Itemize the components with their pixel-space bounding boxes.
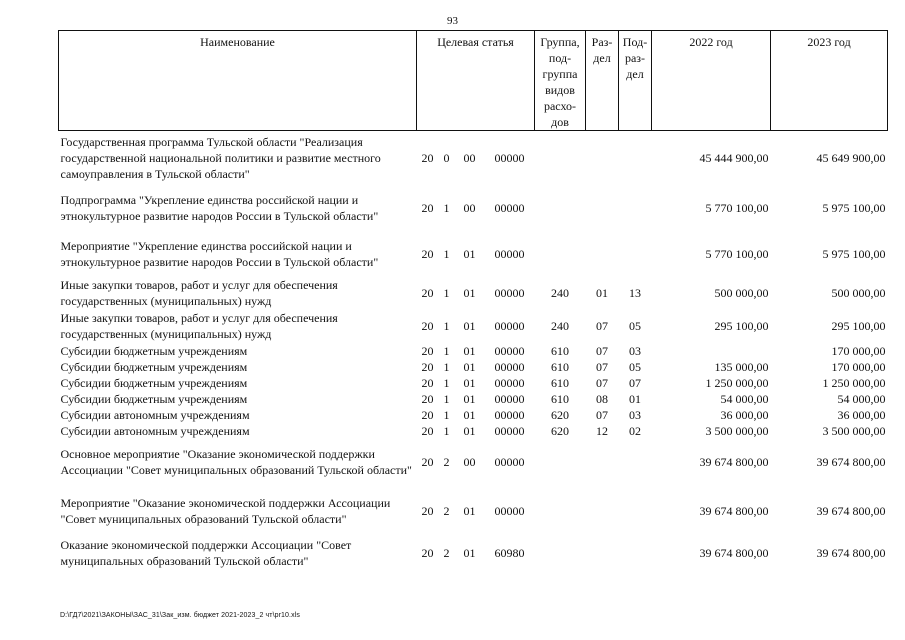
amount-2023: 500 000,00 — [831, 285, 886, 300]
amount-2022: 45 444 900,00 — [699, 150, 769, 165]
target-subprogram: 2 — [443, 546, 450, 560]
amount-2022: 54 000,00 — [720, 391, 769, 406]
row-name: Субсидии автономным учреждениям — [60, 407, 250, 422]
target-event: 00 — [463, 200, 476, 215]
amount-2022: 135 000,00 — [714, 359, 769, 374]
subsection-code: 05 — [629, 359, 642, 374]
target-subprogram: 0 — [443, 150, 450, 165]
subsection-code: 07 — [629, 375, 642, 390]
amount-2022: 39 674 800,00 — [699, 455, 769, 469]
target-program: 20 — [421, 546, 434, 560]
row-name: Мероприятие "Укрепление единства российской нации и этнокультурное развитие народов России в Тульской области" — [60, 239, 379, 269]
target-program: 20 — [421, 375, 434, 390]
target-direction: 00000 — [494, 285, 525, 300]
target-direction: 00000 — [494, 504, 525, 518]
target-program: 20 — [421, 343, 434, 358]
row-name: Субсидии автономным учреждениям — [60, 423, 250, 438]
target-program: 20 — [421, 359, 434, 374]
row-name: Основное мероприятие "Оказание экономической поддержки Ассоциации "Совет муниципальных образований Тульской области" — [60, 447, 412, 477]
section-code: 07 — [596, 375, 609, 390]
row-name: Субсидии бюджетным учреждениям — [60, 359, 248, 374]
section-code — [586, 439, 619, 486]
amount-2022 — [652, 343, 771, 359]
target-subprogram: 1 — [443, 319, 450, 333]
target-subprogram: 1 — [443, 391, 450, 406]
subsection-code: 03 — [629, 407, 642, 422]
target-direction: 00000 — [494, 247, 525, 261]
target-event: 01 — [463, 375, 476, 390]
amount-2023: 3 500 000,00 — [822, 423, 886, 438]
target-program: 20 — [421, 319, 434, 333]
target-program: 20 — [421, 423, 434, 438]
expense-group — [535, 486, 586, 537]
target-subprogram: 1 — [443, 375, 450, 390]
table-row — [59, 233, 888, 276]
target-direction: 00000 — [494, 200, 525, 215]
expense-group: 610 — [551, 391, 570, 406]
subsection-code: 02 — [629, 423, 642, 438]
expense-group: 610 — [551, 375, 570, 390]
row-name: Субсидии бюджетным учреждениям — [60, 375, 248, 390]
row-name: Субсидии бюджетным учреждениям — [60, 343, 248, 358]
amount-2023: 295 100,00 — [831, 319, 886, 333]
target-event: 01 — [463, 423, 476, 438]
table-row — [59, 375, 888, 391]
header-group: Группа, под-группа видов расхо-дов — [535, 31, 586, 131]
subsection-code — [619, 486, 652, 537]
subsection-code — [619, 439, 652, 486]
target-program: 20 — [421, 391, 434, 406]
target-event: 01 — [463, 504, 476, 518]
table-row — [59, 486, 888, 537]
expense-group: 240 — [551, 319, 570, 333]
target-event: 01 — [463, 343, 476, 358]
target-subprogram: 1 — [443, 359, 450, 374]
expense-group: 240 — [551, 285, 570, 300]
target-subprogram: 1 — [443, 423, 450, 438]
amount-2023: 5 975 100,00 — [822, 247, 886, 261]
expense-group: 610 — [551, 359, 570, 374]
amount-2023: 36 000,00 — [837, 407, 886, 422]
section-code — [586, 486, 619, 537]
file-path-footer: D:\ГД7\2021\ЗАКОНЫ\ЗАС_31\Зак_изм. бюджет 2021-2023_2 чт\pr10.xls — [60, 612, 300, 619]
target-direction: 00000 — [494, 359, 525, 374]
expense-group — [535, 233, 586, 276]
section-code — [586, 537, 619, 570]
amount-2023: 39 674 800,00 — [816, 455, 886, 469]
amount-2022: 5 770 100,00 — [705, 247, 769, 261]
amount-2022: 39 674 800,00 — [699, 546, 769, 560]
row-name: Мероприятие "Оказание экономической поддержки Ассоциации "Совет муниципальных образований Тульской области" — [60, 496, 391, 526]
row-name: Субсидии бюджетным учреждениям — [60, 391, 248, 406]
target-direction: 60980 — [494, 546, 525, 560]
table-row — [59, 391, 888, 407]
target-program: 20 — [421, 150, 434, 165]
expense-group — [535, 439, 586, 486]
target-event: 01 — [463, 391, 476, 406]
target-direction: 00000 — [494, 375, 525, 390]
amount-2023: 45 649 900,00 — [816, 150, 886, 165]
section-code — [586, 183, 619, 233]
amount-2022: 36 000,00 — [720, 407, 769, 422]
target-subprogram: 1 — [443, 200, 450, 215]
target-event: 01 — [463, 319, 476, 333]
target-direction: 00000 — [494, 319, 525, 333]
expense-group: 610 — [551, 343, 570, 358]
table-row — [59, 310, 888, 343]
target-subprogram: 2 — [443, 504, 450, 518]
amount-2023: 39 674 800,00 — [816, 504, 886, 518]
target-event: 00 — [463, 455, 476, 469]
expense-group — [535, 131, 586, 183]
target-direction: 00000 — [494, 343, 525, 358]
section-code: 08 — [596, 391, 609, 406]
target-event: 00 — [463, 150, 476, 165]
target-direction: 00000 — [494, 455, 525, 469]
target-program: 20 — [421, 504, 434, 518]
target-event: 01 — [463, 247, 476, 261]
amount-2023: 5 975 100,00 — [822, 200, 886, 215]
table-row — [59, 276, 888, 310]
target-program: 20 — [421, 200, 434, 215]
target-program: 20 — [421, 455, 434, 469]
amount-2023: 170 000,00 — [831, 359, 886, 374]
amount-2023: 170 000,00 — [831, 343, 886, 358]
target-direction: 00000 — [494, 407, 525, 422]
amount-2022: 1 250 000,00 — [705, 375, 769, 390]
table-row — [59, 537, 888, 570]
subsection-code: 01 — [629, 391, 642, 406]
expense-group: 620 — [551, 407, 570, 422]
section-code: 07 — [596, 407, 609, 422]
row-name: Государственная программа Тульской области "Реализация государственной национальной политики и развитие местного самоуправления в Тульской области" — [60, 134, 381, 181]
target-subprogram: 1 — [443, 285, 450, 300]
target-direction: 00000 — [494, 150, 525, 165]
header-target-item: Целевая статья — [417, 31, 535, 131]
table-row — [59, 423, 888, 439]
amount-2022: 3 500 000,00 — [705, 423, 769, 438]
row-name: Подпрограмма "Укрепление единства российской нации и этнокультурное развитие народов России в Тульской области" — [60, 192, 379, 223]
table-row — [59, 131, 888, 183]
amount-2022: 500 000,00 — [714, 285, 769, 300]
subsection-code — [619, 131, 652, 183]
section-code: 07 — [596, 319, 609, 333]
subsection-code — [619, 537, 652, 570]
expense-group: 620 — [551, 423, 570, 438]
amount-2022: 39 674 800,00 — [699, 504, 769, 518]
target-program: 20 — [421, 285, 434, 300]
table-row — [59, 183, 888, 233]
section-code — [586, 131, 619, 183]
table-row — [59, 439, 888, 486]
budget-table — [58, 30, 888, 570]
row-name: Оказание экономической поддержки Ассоциации "Совет муниципальных образований Тульской области" — [60, 538, 352, 568]
target-program: 20 — [421, 407, 434, 422]
header-name: Наименование — [59, 31, 417, 131]
header-2023: 2023 год — [771, 31, 888, 131]
section-code — [586, 233, 619, 276]
target-subprogram: 2 — [443, 455, 450, 469]
section-code: 07 — [596, 343, 609, 358]
header-section: Раз-дел — [586, 31, 619, 131]
row-name: Иные закупки товаров, работ и услуг для обеспечения государственных (муниципальных) нужд — [60, 277, 338, 308]
page-number: 93 — [447, 15, 458, 27]
target-event: 01 — [463, 407, 476, 422]
target-event: 01 — [463, 285, 476, 300]
amount-2023: 1 250 000,00 — [822, 375, 886, 390]
expense-group — [535, 537, 586, 570]
row-name: Иные закупки товаров, работ и услуг для обеспечения государственных (муниципальных) нужд — [60, 311, 338, 341]
target-program: 20 — [421, 247, 434, 261]
section-code: 07 — [596, 359, 609, 374]
target-direction: 00000 — [494, 423, 525, 438]
target-subprogram: 1 — [443, 343, 450, 358]
amount-2022: 295 100,00 — [714, 319, 769, 333]
section-code: 12 — [596, 423, 609, 438]
target-subprogram: 1 — [443, 247, 450, 261]
expense-group — [535, 183, 586, 233]
table-row — [59, 359, 888, 375]
table-row — [59, 343, 888, 359]
subsection-code — [619, 233, 652, 276]
header-2022: 2022 год — [652, 31, 771, 131]
target-event: 01 — [463, 546, 476, 560]
target-direction: 00000 — [494, 391, 525, 406]
amount-2023: 54 000,00 — [837, 391, 886, 406]
subsection-code — [619, 183, 652, 233]
amount-2022: 5 770 100,00 — [705, 200, 769, 215]
subsection-code: 13 — [629, 285, 642, 300]
table-row — [59, 407, 888, 423]
target-subprogram: 1 — [443, 407, 450, 422]
subsection-code: 05 — [629, 319, 642, 333]
target-event: 01 — [463, 359, 476, 374]
section-code: 01 — [596, 285, 609, 300]
amount-2023: 39 674 800,00 — [816, 546, 886, 560]
subsection-code: 03 — [629, 343, 642, 358]
header-subsection: Под-раз-дел — [619, 31, 652, 131]
